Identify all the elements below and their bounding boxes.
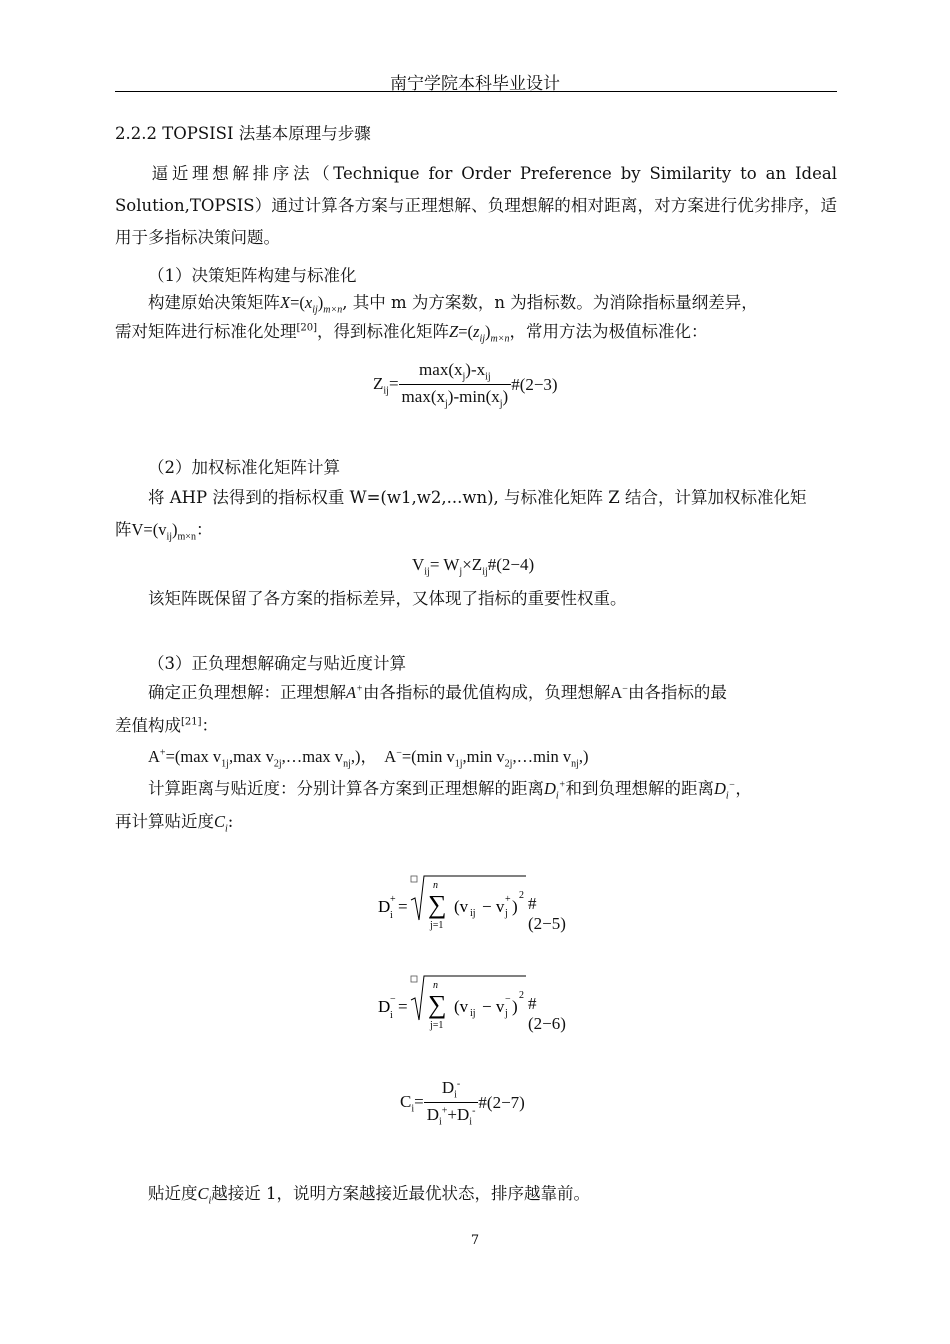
step3-text-c: 由各指标的最 <box>627 683 727 702</box>
step3-distance-line: 计算距离与贴近度：分别计算各方案到正理想解的距离$D_i^+$和到负理想解的距离$D_i^-$， <box>148 779 752 802</box>
header-rule <box>115 91 837 92</box>
step3-text-i: 再计算贴近度 <box>115 812 214 831</box>
svg-text:+: + <box>505 894 511 905</box>
formula-2-7: $C_i=$ $\frac{D_i^-}{D_i^++D_i^-}$ #(2−7) <box>400 1078 525 1128</box>
step1-line1: 构建原始决策矩阵$X=(x_{ij})_{m\times n}$, 其中 m 为方案数，n 为指标数。为消除指标量纲差异， <box>148 293 758 316</box>
ideal-solutions-expr: A+=(max $v_{1j},\max$ $v_{2j},\dots\max$ $v_{nj}$,)， A−=(min $v_{1j},\min$ $v_{2j},\dots\min$ $v_{nj}$,) <box>148 747 589 770</box>
svg-text:∑: ∑ <box>428 890 447 919</box>
svg-text:ij: ij <box>470 1008 476 1019</box>
step1-title: （1）决策矩阵构建与标准化 <box>148 266 357 285</box>
svg-text:j: j <box>505 1008 508 1019</box>
formula-tag-2-5: #(2−5) <box>528 894 566 933</box>
citation-21[interactable]: [21] <box>181 716 202 728</box>
formula-2-5-graphic <box>378 870 618 940</box>
intro-text: 逼近理想解排序法（Technique for Order Preference by Similarity to an Ideal Solution,TOPSIS）通过计算各方案与正理想解、负理想解的相对距离，对方案进行优劣排序，适用于多指标决策问题。 <box>115 164 837 247</box>
step3-text-f: 计算距离与贴近度：分别计算各方案到正理想解的距离 <box>148 779 544 798</box>
svg-text:−: − <box>390 994 396 1005</box>
svg-text:2: 2 <box>519 990 524 1001</box>
step1-text-b: , 其中 m 为方案数，n 为指标数。为消除指标量纲差异， <box>342 293 758 312</box>
step3-line2 <box>115 712 218 736</box>
svg-text:(v: (v <box>454 997 469 1016</box>
svg-text:2: 2 <box>519 890 524 901</box>
step3-closeness-line: 再计算贴近度$C_i$: <box>115 812 234 835</box>
matrix-x-expr: X <box>280 293 291 312</box>
svg-text:n: n <box>433 980 438 991</box>
formula-2-4: $V_{ij}=$ $W_j\times Z_{ij}\#(2-4)$ <box>412 555 535 578</box>
svg-text:i: i <box>390 1010 393 1021</box>
svg-text:∑: ∑ <box>428 990 447 1019</box>
step2-line1: 将 AHP 法得到的指标权重 W=(w1,w2,...wn), 与标准化矩阵 Z 结合，计算加权标准化矩 <box>148 488 807 507</box>
step3-text-e: ： <box>201 716 219 735</box>
formula-tag-2-4: #(2−4) <box>487 555 535 574</box>
svg-text:=: = <box>398 997 408 1016</box>
step3-text-a: 确定正负理想解：正理想解 <box>148 683 346 702</box>
svg-text:− v: − v <box>482 997 505 1016</box>
conclusion-text-a: 贴近度 <box>148 1184 198 1203</box>
step3-title: （3）正负理想解确定与贴近度计算 <box>148 654 406 673</box>
page-number: 7 <box>470 1233 480 1248</box>
step1-text-a: 构建原始决策矩阵 <box>148 293 280 312</box>
intro-paragraph <box>115 158 837 254</box>
step2-note: 该矩阵既保留了各方案的指标差异，又体现了指标的重要性权重。 <box>148 589 627 608</box>
svg-text:− v: − v <box>482 897 505 916</box>
svg-text:n: n <box>433 880 438 891</box>
formula-tag-2-3: #(2−3) <box>511 374 558 394</box>
formula-2-6-graphic <box>378 970 618 1040</box>
step1-text-c: 需对矩阵进行标准化处理 <box>115 322 297 341</box>
step2-text-a: 阵 <box>115 520 132 539</box>
svg-text:−: − <box>505 994 511 1005</box>
svg-text:D: D <box>378 897 391 916</box>
section-heading: 2.2.2 TOPSISI 法基本原理与步骤 <box>115 124 371 143</box>
step1-text-e: ，常用方法为极值标准化： <box>509 322 708 341</box>
step3-text-g: 和到负理想解的距离 <box>565 779 714 798</box>
step3-text-h: ， <box>735 779 752 798</box>
step1-text-d: ，得到标准化矩阵 <box>317 322 450 341</box>
step3-line1: 确定正负理想解：正理想解A+由各指标的最优值构成，负理想解A−由各指标的最 <box>148 683 727 702</box>
conclusion-text-b: 越接近 1，说明方案越接近最优状态，排序越靠前。 <box>211 1184 591 1203</box>
step3-text-b: 由各指标的最优值构成，负理想解 <box>362 683 611 702</box>
formula-2-3: $Z_{ij}=$ $\frac{\max(x_j)-x_{ij}}{\max(x_j)-\min(x_j)}$ #(2−3) <box>373 360 558 410</box>
svg-text:+: + <box>390 894 396 905</box>
svg-text:j=1: j=1 <box>430 1020 444 1031</box>
svg-text:D: D <box>378 997 391 1016</box>
citation-20[interactable]: [20] <box>296 322 318 334</box>
svg-text:=: = <box>398 897 408 916</box>
step1-line2: 需对矩阵进行标准化处理[20]，得到标准化矩阵$Z=(z_{ij})_{m\times n}$，常用方法为极值标准化： <box>115 322 708 345</box>
svg-text:j: j <box>505 908 508 919</box>
svg-text:): ) <box>512 897 518 916</box>
svg-text:j=1: j=1 <box>430 920 444 931</box>
step2-line2: 阵$V=(v_{ij})_{m\times n}$： <box>115 520 213 543</box>
matrix-z-expr: Z <box>449 322 459 341</box>
svg-text:ij: ij <box>470 908 476 919</box>
page-header-title: 南宁学院本科毕业设计 <box>390 74 560 94</box>
svg-text:(v: (v <box>454 897 469 916</box>
step3-text-j: : <box>227 812 234 831</box>
formula-tag-2-6: #(2−6) <box>528 994 566 1033</box>
svg-text:i: i <box>390 910 393 921</box>
step3-text-d: 差值构成 <box>115 716 181 735</box>
step2-text-b: ： <box>195 520 213 539</box>
step2-title: （2）加权标准化矩阵计算 <box>148 458 340 477</box>
formula-tag-2-7: #(2−7) <box>478 1092 525 1112</box>
svg-text:): ) <box>512 997 518 1016</box>
step3-conclusion: 贴近度$C_i$越接近 1，说明方案越接近最优状态，排序越靠前。 <box>148 1184 591 1207</box>
